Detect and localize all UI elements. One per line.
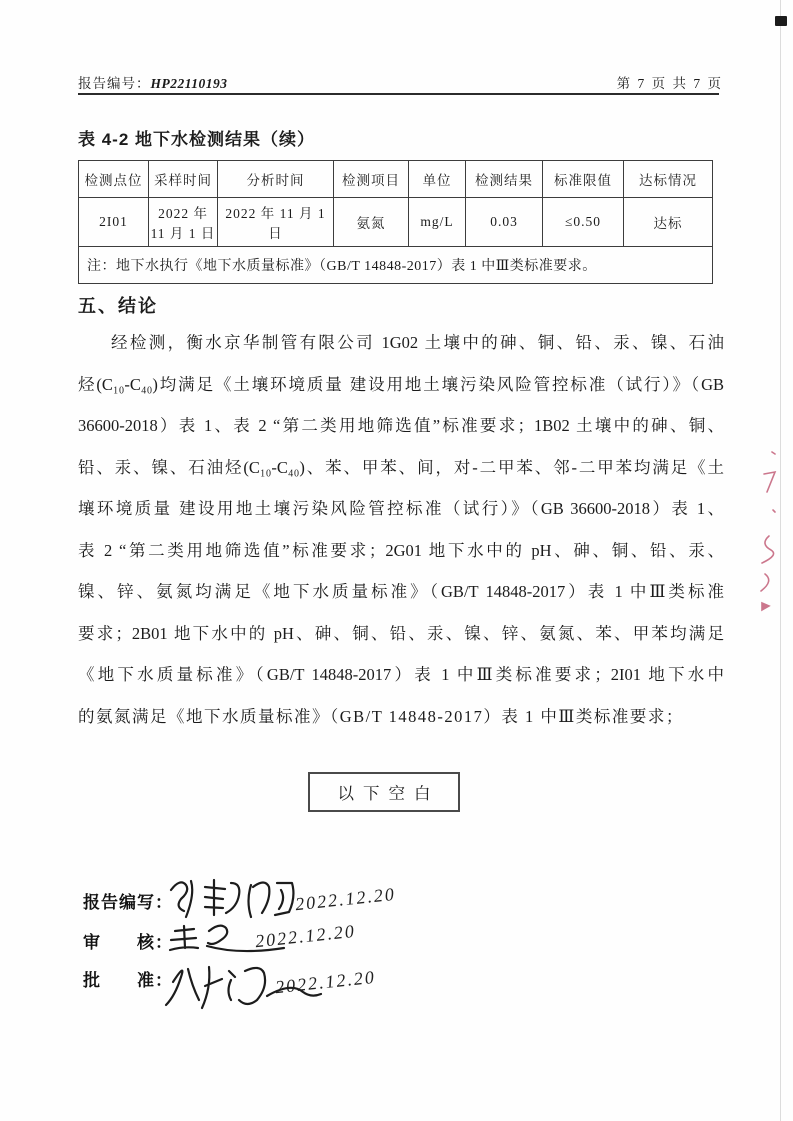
signature-row-approver [83,966,377,1006]
conclusion-line: 的氨氮满足《地下水质量标准》（GB/T 14848-2017）表 1 中Ⅲ类标准要求； [78,706,684,726]
page-header [78,72,723,92]
conclusion-line: 壤环境质量 建设用地土壤污染风险管控标准（试行）》（GB 36600-2018）表 1、 [78,499,724,518]
table-data-row [79,198,713,247]
conclusion-line: 烃(C₁₀-C₄₀)均满足《土壤环境质量 建设用地土壤污染风险管控标准（试行）》（GB [78,374,724,394]
cell-sample-time [149,198,218,247]
table-title: 表 4-2 地下水检测结果（续） [78,130,316,149]
scan-corner-mark [775,16,787,26]
col-header-unit: 单位 [409,161,466,198]
cell-status: 达标 [624,198,713,247]
sample-time-line2: 11 月 1 日 [150,226,216,241]
reviewer-date: 2022.12.20 [254,920,357,952]
blank-below-box [308,772,460,812]
cell-analysis-time: 2022 年 11 月 1 日 [218,198,334,247]
conclusion-line: 经检测，衡水京华制管有限公司 1G02 土壤中的砷、铜、铅、汞、镍、石油 [111,333,724,352]
approver-date: 2022.12.20 [274,966,377,998]
conclusion-line: 要求；2B01 地下水中的 pH、砷、铜、铅、汞、镍、锌、氨氮、苯、甲苯均满足 [78,623,724,643]
blank-below-label: 以下空白 [337,784,440,803]
header-divider [78,93,719,95]
col-header-item: 检测项目 [334,161,409,198]
cell-limit: ≤0.50 [543,198,624,247]
conclusion-line: 表 2 “第二类用地筛选值”标准要求；2G01 地下水中的 pH、砷、铜、铅、汞、 [78,540,724,560]
report-number-label: 报告编号： [78,76,151,91]
writer-signature-handwriting [165,874,300,924]
sample-time-line1: 2022 年 [158,206,208,221]
col-header-point: 检测点位 [79,161,149,198]
cell-result: 0.03 [466,198,543,247]
writer-label: 报告编写： [83,893,173,912]
red-pen-marks [752,440,786,620]
report-number-value: HP22110193 [150,76,228,91]
col-header-analysis-time: 分析时间 [218,161,334,198]
col-header-sample-time: 采样时间 [149,161,218,198]
results-table [78,160,713,284]
signature-row-reviewer [83,920,357,968]
page-count: 第 7 页 共 7 页 [616,76,723,91]
conclusion-line: 镍、锌、氨氮均满足《地下水质量标准》（GB/T 14848-2017）表 1 中Ⅲ类标准 [78,582,724,601]
table-note: 注：地下水执行《地下水质量标准》（GB/T 14848-2017）表 1 中Ⅲ类标准要求。 [79,247,713,284]
col-header-result: 检测结果 [466,161,543,198]
section-title: 五、结论 [78,296,158,316]
reviewer-label: 审 核： [83,933,173,952]
table-note-row [79,247,713,284]
col-header-status: 达标情况 [624,161,713,198]
cell-item: 氨氮 [334,198,409,247]
cell-unit: mg/L [409,198,466,247]
report-number [78,72,228,92]
conclusion-paragraph [78,322,724,737]
table-header-row [79,161,713,198]
conclusion-line: 36600-2018）表 1、表 2 “第二类用地筛选值”标准要求；1B02 土壤中的砷、铜、 [78,416,724,435]
col-header-limit: 标准限值 [543,161,624,198]
writer-date: 2022.12.20 [294,883,397,915]
conclusion-line: 铅、汞、镍、石油烃(C₁₀-C₄₀)、苯、甲苯、间，对-二甲苯、邻-二甲苯均满足《土 [78,457,724,477]
approver-label: 批 准： [83,971,173,990]
cell-point: 2I01 [79,198,149,247]
conclusion-line: 《地下水质量标准》（GB/T 14848-2017）表 1 中Ⅲ类标准要求；2I01 地下水中 [78,665,724,684]
signature-row-writer [83,883,397,928]
